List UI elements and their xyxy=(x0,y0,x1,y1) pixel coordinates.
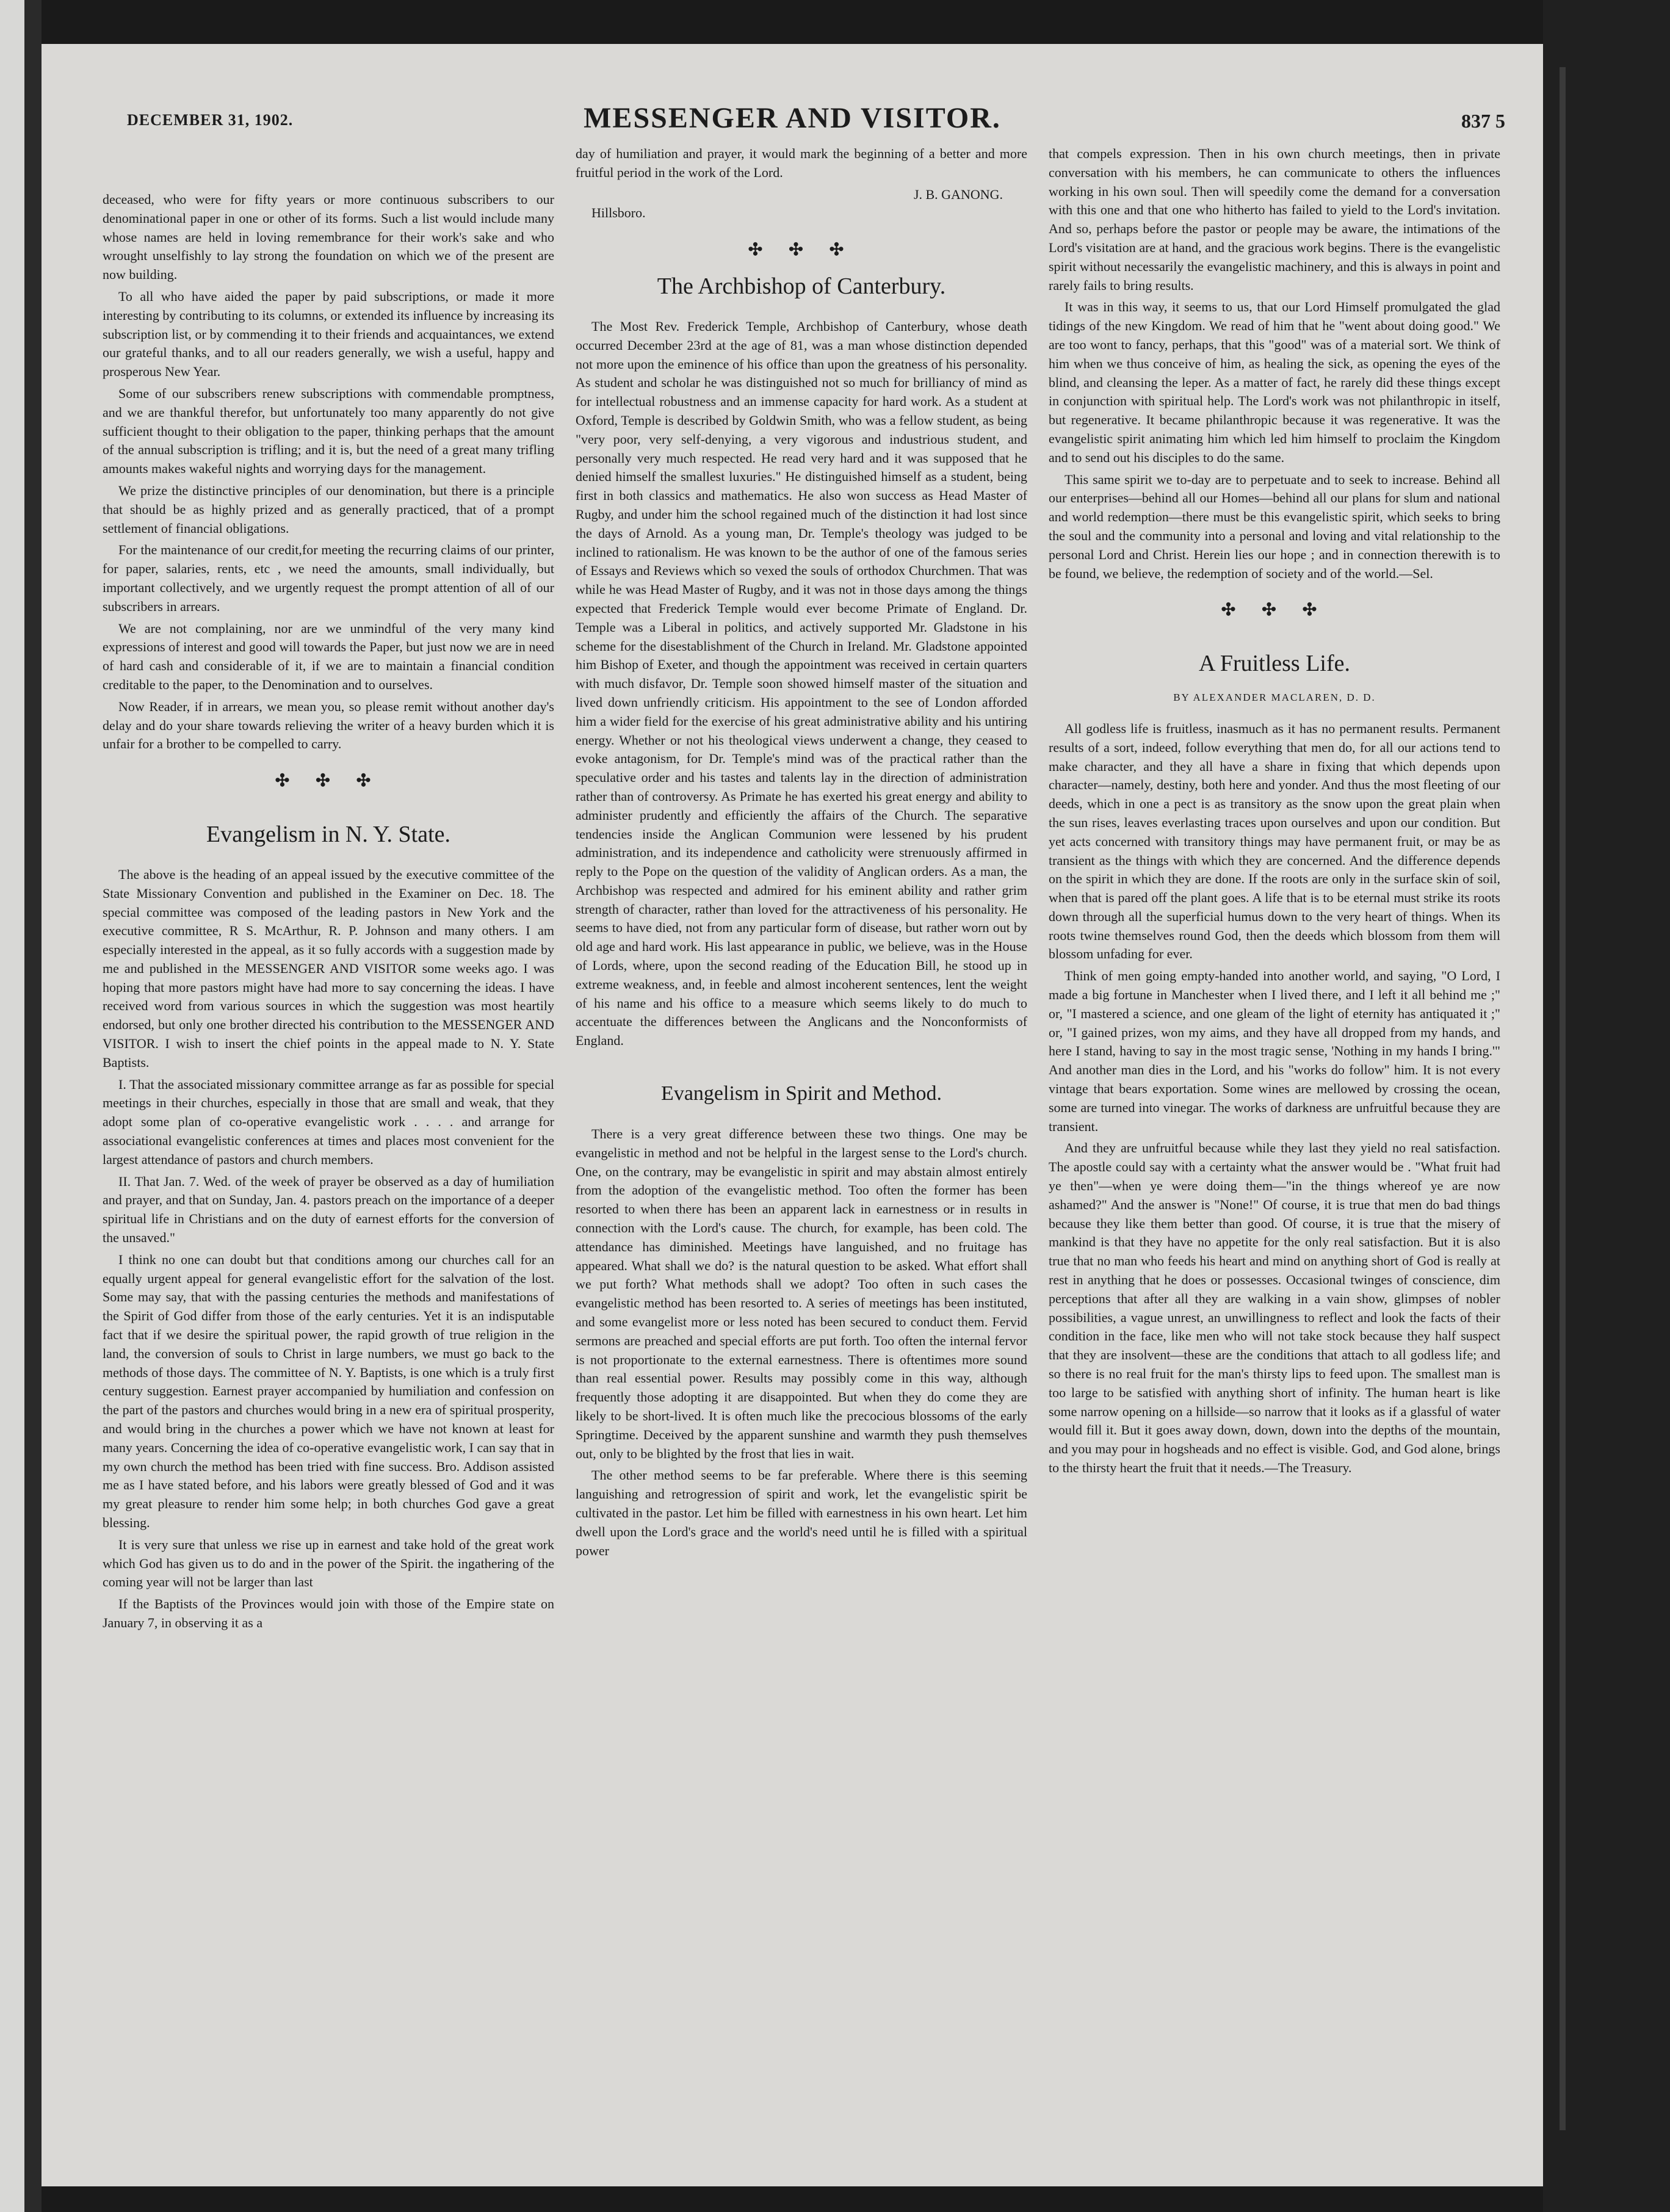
article-title: The Archbishop of Canterbury. xyxy=(657,273,946,299)
paragraph: If the Baptists of the Provinces would join with those of the Empire state on January 7, in observing it as a xyxy=(103,1596,554,1630)
paragraph: The above is the heading of an appeal issued by the executive committee of the State Missionary Convention and published in the Examiner on Dec. 18. The special committee was composed of the leading pastors in New York and the executive committee, R S. McArthur, R. P. Johnson and many others. I am especially interested in the appeal, as it so fully accords with a suggestion made by me and published in the MESSENGER AND VISITOR some weeks ago. I was hoping that more pastors might have had more to say concerning the ideas. I have received word from various sources in which the suggestion was most heartily endorsed, but only one brother directed his contribution to the MESSENGER AND VISITOR. I wish to insert the chief points in the appeal made to N. Y. State Baptists. xyxy=(103,866,554,1070)
paragraph: II. That Jan. 7. Wed. of the week of prayer be observed as a day of humiliation and prayer, and that on Sunday, Jan. 4. pastors preach on the importance of a deeper spiritual life in Christians and on the duty of earnest efforts for the conversion of the unsaved." xyxy=(103,1173,554,1246)
paragraph: This same spirit we to-day are to perpetuate and to seek to increase. Behind all our enterprises—behind all our Homes—behind all our plans for slum and national and world redemption—there must be this evangelistic spirit, which seeks to bring the soul and the community into a personal and loving and vital relationship to the personal Lord and Christ. Herein lies our hope ; and in connection therewith is to be found, we believe, the redemption of society and of the world.—Sel. xyxy=(1049,471,1500,581)
paragraph: day of humiliation and prayer, it would mark the beginning of a better and more fruitful period in the work of the Lord. xyxy=(576,146,1027,180)
paragraph: The other method seems to be far preferable. Where there is this seeming languishing and retrogression of spirit and work, let the evangelistic spirit be cultivated in the pastor. Let him be filled with earnestness in his own heart. Let him dwell upon the Lord's grace and the world's need until he is filled with a spiritual power xyxy=(576,1467,1027,1558)
paragraph: All godless life is fruitless, inasmuch as it has no permanent results. Permanent results of a sort, indeed, follow everything that men do, for all our actions tend to make character, and they all have a share in fixing that which depends upon character—namely, destiny, both here and yonder. And thus the most fleeting of our deeds, which in one a pect is as transitory as the snow upon the great plain when the sun rises, leaves everlasting traces upon ourselves and upon our condition. But yet acts concerned with transitory things may have permanent fruit, or may be as transient as the things with which they are concerned. And the difference depends on the spirit in which they are done. If the roots are only in the surface skin of soil, when that is pared off the plant goes. A life that is to be eternal must strike its roots down through all the superficial humus down to the very heart of things. When its roots twine themselves round God, then the deeds which blossom from them will blossom unfading for ever. xyxy=(1049,720,1500,962)
paragraph: Some of our subscribers renew subscriptions with commendable promptness, and we are thankful therefor, but unfortunately too many apparently do not give sufficient thought to their obligation to the paper, thinking perhaps that the amount of the annual subscription is trifling; and it is, but the need of a great many trifling amounts makes wakeful nights and worrying days for the management. xyxy=(103,385,554,477)
section-ornament: ✣ ✣ ✣ xyxy=(275,772,382,791)
column-2 xyxy=(576,145,1027,2168)
paragraph: I. That the associated missionary committee arrange as far as possible for special meetings in their churches, especially in those that are small and weak, that they adopt some plan of co-operative evangelistic work . . . . and arrange for associational evangelistic conferences at times and places most convenient for the largest attendance of pastors and church members. xyxy=(103,1076,554,1167)
adjacent-page-strip xyxy=(0,0,24,2212)
paragraph: We are not complaining, nor are we unmindful of the very many kind expressions of interest and good will towards the Paper, but just now we are in need of hard cash and considerable of it, if we are to maintain a financial condition creditable to the paper, to the Denomination and to ourselves. xyxy=(103,620,554,692)
paragraph: deceased, who were for fifty years or more continuous subscribers to our denominational paper in one or other of its forms. Such a list would include many whose names are held in loving remembrance for their work's sake and who wrought unselfishly to lay strong the foundation on which we of the present are now building. xyxy=(103,192,554,283)
newspaper-page xyxy=(42,44,1543,2186)
page-gutter-shadow xyxy=(24,0,42,2212)
page-header xyxy=(42,44,1543,134)
article-title: Evangelism in N. Y. State. xyxy=(206,821,451,847)
page-number: 837 5 xyxy=(1461,110,1505,132)
article-byline: BY ALEXANDER MACLAREN, D. D. xyxy=(1173,692,1376,704)
paragraph: Now Reader, if in arrears, we mean you, so please remit without another day's delay and do your share towards relieving the writer of a heavy burden which it is unfair for a brother to be compelled to carry. xyxy=(103,698,554,752)
paragraph: We prize the distinctive principles of our denomination, but there is a principle that should be as highly prized and as generally practiced, that of a prompt settlement of financial obligations. xyxy=(103,482,554,536)
scanner-edge xyxy=(1560,67,1566,2130)
paragraph: that compels expression. Then in his own church meetings, then in private conversation with his members, he can communicate to others the influences working in his own soul. Then will speedily come the demand for a conversation with this one and that one who hitherto has failed to yield to the Lord's invitation. And so, perhaps before the pastor or people may be aware, the intimations of the Lord's visitation are at hand, and the gracious work begins. There is the evangelistic spirit without necessarily the evangelistic machinery, and this is always in point and rarely fails to bring results. xyxy=(1049,146,1500,293)
issue-date: DECEMBER 31, 1902. xyxy=(127,111,294,129)
paragraph: I think no one can doubt but that conditions among our churches call for an equally urgent appeal for general evangelistic effort for the salvation of the lost. Some may say, that with the passing centuries the methods and manifestations of the Spirit of God differ from those of the early centuries. Yet it is an indisputable fact that if we desire the spiritual power, the rapid growth of true religion in the land, the conversion of souls to Christ in large numbers, we must go back to the methods of those days. The committee of N. Y. Baptists, is one which is a truly first century suggestion. Earnest prayer accompanied by humiliation and confession on the part of the pastors and churches would bring in a new era of spiritual prosperity, and would bring in the churches a power which we have not known at least for many years. Concerning the idea of co-operative evangelistic work, I can say that in my own church the method has been tried with fine success. Bro. Addison assisted me as I have stated before, and his labors were greatly blessed of God and it was my great pleasure to render him some help; in both churches God gave a great blessing. xyxy=(103,1251,554,1530)
paragraph: It is very sure that unless we rise up in earnest and take hold of the great work which God has given us to do and in the power of the Spirit. the ingathering of the coming year will not be larger than last xyxy=(103,1536,554,1590)
article-title: Evangelism in Spirit and Method. xyxy=(661,1082,942,1105)
paragraph: To all who have aided the paper by paid subscriptions, or made it more interesting by contributing to its columns, or extended its influence by increasing its subscription list, or by commending it to their friends and acquaintances, we extend our grateful thanks, and to all our readers generally, we wish a useful, happy and prosperous New Year. xyxy=(103,288,554,380)
column-3 xyxy=(1049,145,1500,2168)
masthead-title: MESSENGER AND VISITOR. xyxy=(584,102,1001,134)
author-place: Hillsboro. xyxy=(591,205,646,221)
paragraph: Think of men going empty-handed into another world, and saying, "O Lord, I made a big fortune in Manchester when I lived there, and I left it all behind me ;" or, "I mastered a science, and one gleam of the light of eternity has antiquated it ;" or, "I gained prizes, won my aims, and they have all dropped from my hands, and here I stand, having to say in the most tragic sense, 'Nothing in my hands I bring.'" And another man dies in the Lord, and his "works do follow" him. It is not every vintage that bears exportation. Some wines are mellowed by crossing the ocean, some are turned into vinegar. The works of darkness are unfruitful because they are transient. xyxy=(1049,968,1500,1134)
article-title: A Fruitless Life. xyxy=(1198,651,1351,677)
paragraph: It was in this way, it seems to us, that our Lord Himself promulgated the glad tidings of the new Kingdom. We read of him that he "went about doing good." We are too wont to fancy, perhaps, that this "good" was of a material sort. We think of him when we thus conceive of him, as healing the sick, as opening the eyes of the blind, and cleansing the leper. As a matter of fact, he rarely did these things except in conjunction with spiritual help. The Lord's work was not philanthropic in itself, but regenerative. It became philanthropic because it was regenerative. It was the evangelistic spirit animating him which led him himself to proclaim the Kingdom and to send out his disciples to do the same. xyxy=(1049,299,1500,465)
author-signature: J. B. GANONG. xyxy=(913,186,1003,202)
paragraph: There is a very great difference between these two things. One may be evangelistic in method and not be helpful in the largest sense to the Lord's church. One, on the contrary, may be evangelistic in spirit and may abstain almost entirely from the adoption of the evangelistic method. Too often the former has been resorted to when there has been an apparent lack in earnestness or in results in connection with the Lord's cause. The church, for example, has been cold. The attendance has diminished. Meetings have languished, and no fruitage has appeared. What shall we do? is the natural question to be asked. What effort shall we put forth? What methods shall we adopt? Too often in such cases the evangelistic method has been resorted to. A series of meetings has been instituted, and some evangelist more or less noted has been secured to conduct them. Fervid sermons are preached and special efforts are put forth. Too often the internal fervor is not proportionate to the external earnestness. There is oftentimes more sound than real essential power. Results may possibly come in this way, although frequently those adopting it are disappointed. But when they do come they are likely to be short-lived. It is often much like the precocious blossoms of the early Springtime. Deceived by the apparent sunshine and warmth they push themselves out, only to be blighted by the frost that lies in wait. xyxy=(576,1126,1027,1461)
paragraph: For the maintenance of our credit,for meeting the recurring claims of our printer, for paper, salaries, rents, etc , we need the amounts, small individually, but important collectively, and we urgently request the prompt attention of all of our subscribers in arrears. xyxy=(103,542,554,614)
section-ornament: ✣ ✣ ✣ xyxy=(748,240,855,260)
paragraph: And they are unfruitful because while they last they yield no real satisfaction. The apostle could say with a certainty what the answer would be . "What fruit had ye then"—when ye were doing them—"in the things whereof ye are now ashamed?" And the answer is "None!" Of course, it is true that men do bad things because they like them better than good. Of course, it is true that the misery of mankind is that they have no appetite for the only real satisfaction. But it is also true that no man who feeds his heart and mind on anything short of God is really at rest in anything that he does or possesses. Occasional twinges of conscience, dim perceptions that after all they are walking in a vain show, glimpses of nobler possibilities, a vague unrest, an unwillingness to reflect and look the facts of their condition in the face, like men who will not take stock because they half suspect that they are insolvent—these are the conditions that attach to all godless life; and so there is no real fruit for the man's thirsty lips to feed upon. The smallest man is too large to be satisfied with anything short of infinity. The human heart is like some narrow opening on a hillside—so narrow that it looks as if a glassful of water would fill it. But it goes away down, down, down into the depths of the mountain, and you may pour in hogsheads and no effect is visible. God, and God alone, brings to the thirsty heart the fruit that it needs.—The Treasury. xyxy=(1049,1140,1500,1475)
paragraph: The Most Rev. Frederick Temple, Archbishop of Canterbury, whose death occurred December 23rd at the age of 81, was a man whose distinction depended not more upon the eminence of his office than upon the greatness of his personality. As student and scholar he was distinguished not so much for brilliancy of mind as for intellectual robustness and an immense capacity for hard work. As a student at Oxford, Temple is described by Goldwin Smith, who was a fellow student, as being "very poor, very self-denying, a very vigorous and industrious student, and personally very much respected. He read very hard and it was supposed that he denied himself the smallest luxuries." He distinguished himself as a student, being first in both classics and mathematics. He also won success as Head Master of Rugby, and under him the school regained much of the distinction it had lost since the days of Arnold. As a young man, Dr. Temple's theology was judged to be inclined to rationalism. He was known to be the author of one of the famous series of Essays and Reviews which so vexed the souls of orthodox Churchmen. That was while he was Head Master of Rugby, and it was not in those days among the things expected that Frederick Temple would ever become Primate of England. Dr. Temple was a Liberal in politics, and actively supported Mr. Gladstone in his scheme for the disestablishment of the Church in Ireland. Mr. Gladstone appointed him Bishop of Exeter, and though the appointment was received in certain quarters with much disfavor, Dr. Temple soon showed himself master of the situation and lived down unfriendly criticism. His appointment to the see of London afforded him a wider field for the exercise of his great administrative ability and his untiring energy. Whether or not his theological views underwent a change, they ceased to evoke antagonism, for Dr. Temple's mind was of the practical rather than the speculative order and his tastes and talents lay in the direction of administration rather than of controversy. As Primate he has exerted his great energy and ability to administer prudently and efficiently the affairs of the Church. The separative tendencies inside the Anglican Communion were lessened by his prudent administration, and its independence and catholicity were strenuously affirmed in reply to the Pope on the question of the validity of Anglican orders. As a man, the Archbishop was respected and admired for his eminent ability and rather grim strength of character, rather than loved for the attractiveness of his personality. He seems to have died, not from any particular form of disease, but rather worn out by old age and hard work. His last appearance in public, we believe, was in the House of Lords, where, upon the second reading of the Education Bill, he stood up in extreme weakness, and, in feeble and almost incoherent sentences, lent the weight of his name and his office to a measure which seems likely to do much to accentuate the differences between the Anglicans and the Nonconformists of England. xyxy=(576,318,1027,1049)
section-ornament: ✣ ✣ ✣ xyxy=(1221,601,1328,620)
column-1 xyxy=(103,190,554,2168)
